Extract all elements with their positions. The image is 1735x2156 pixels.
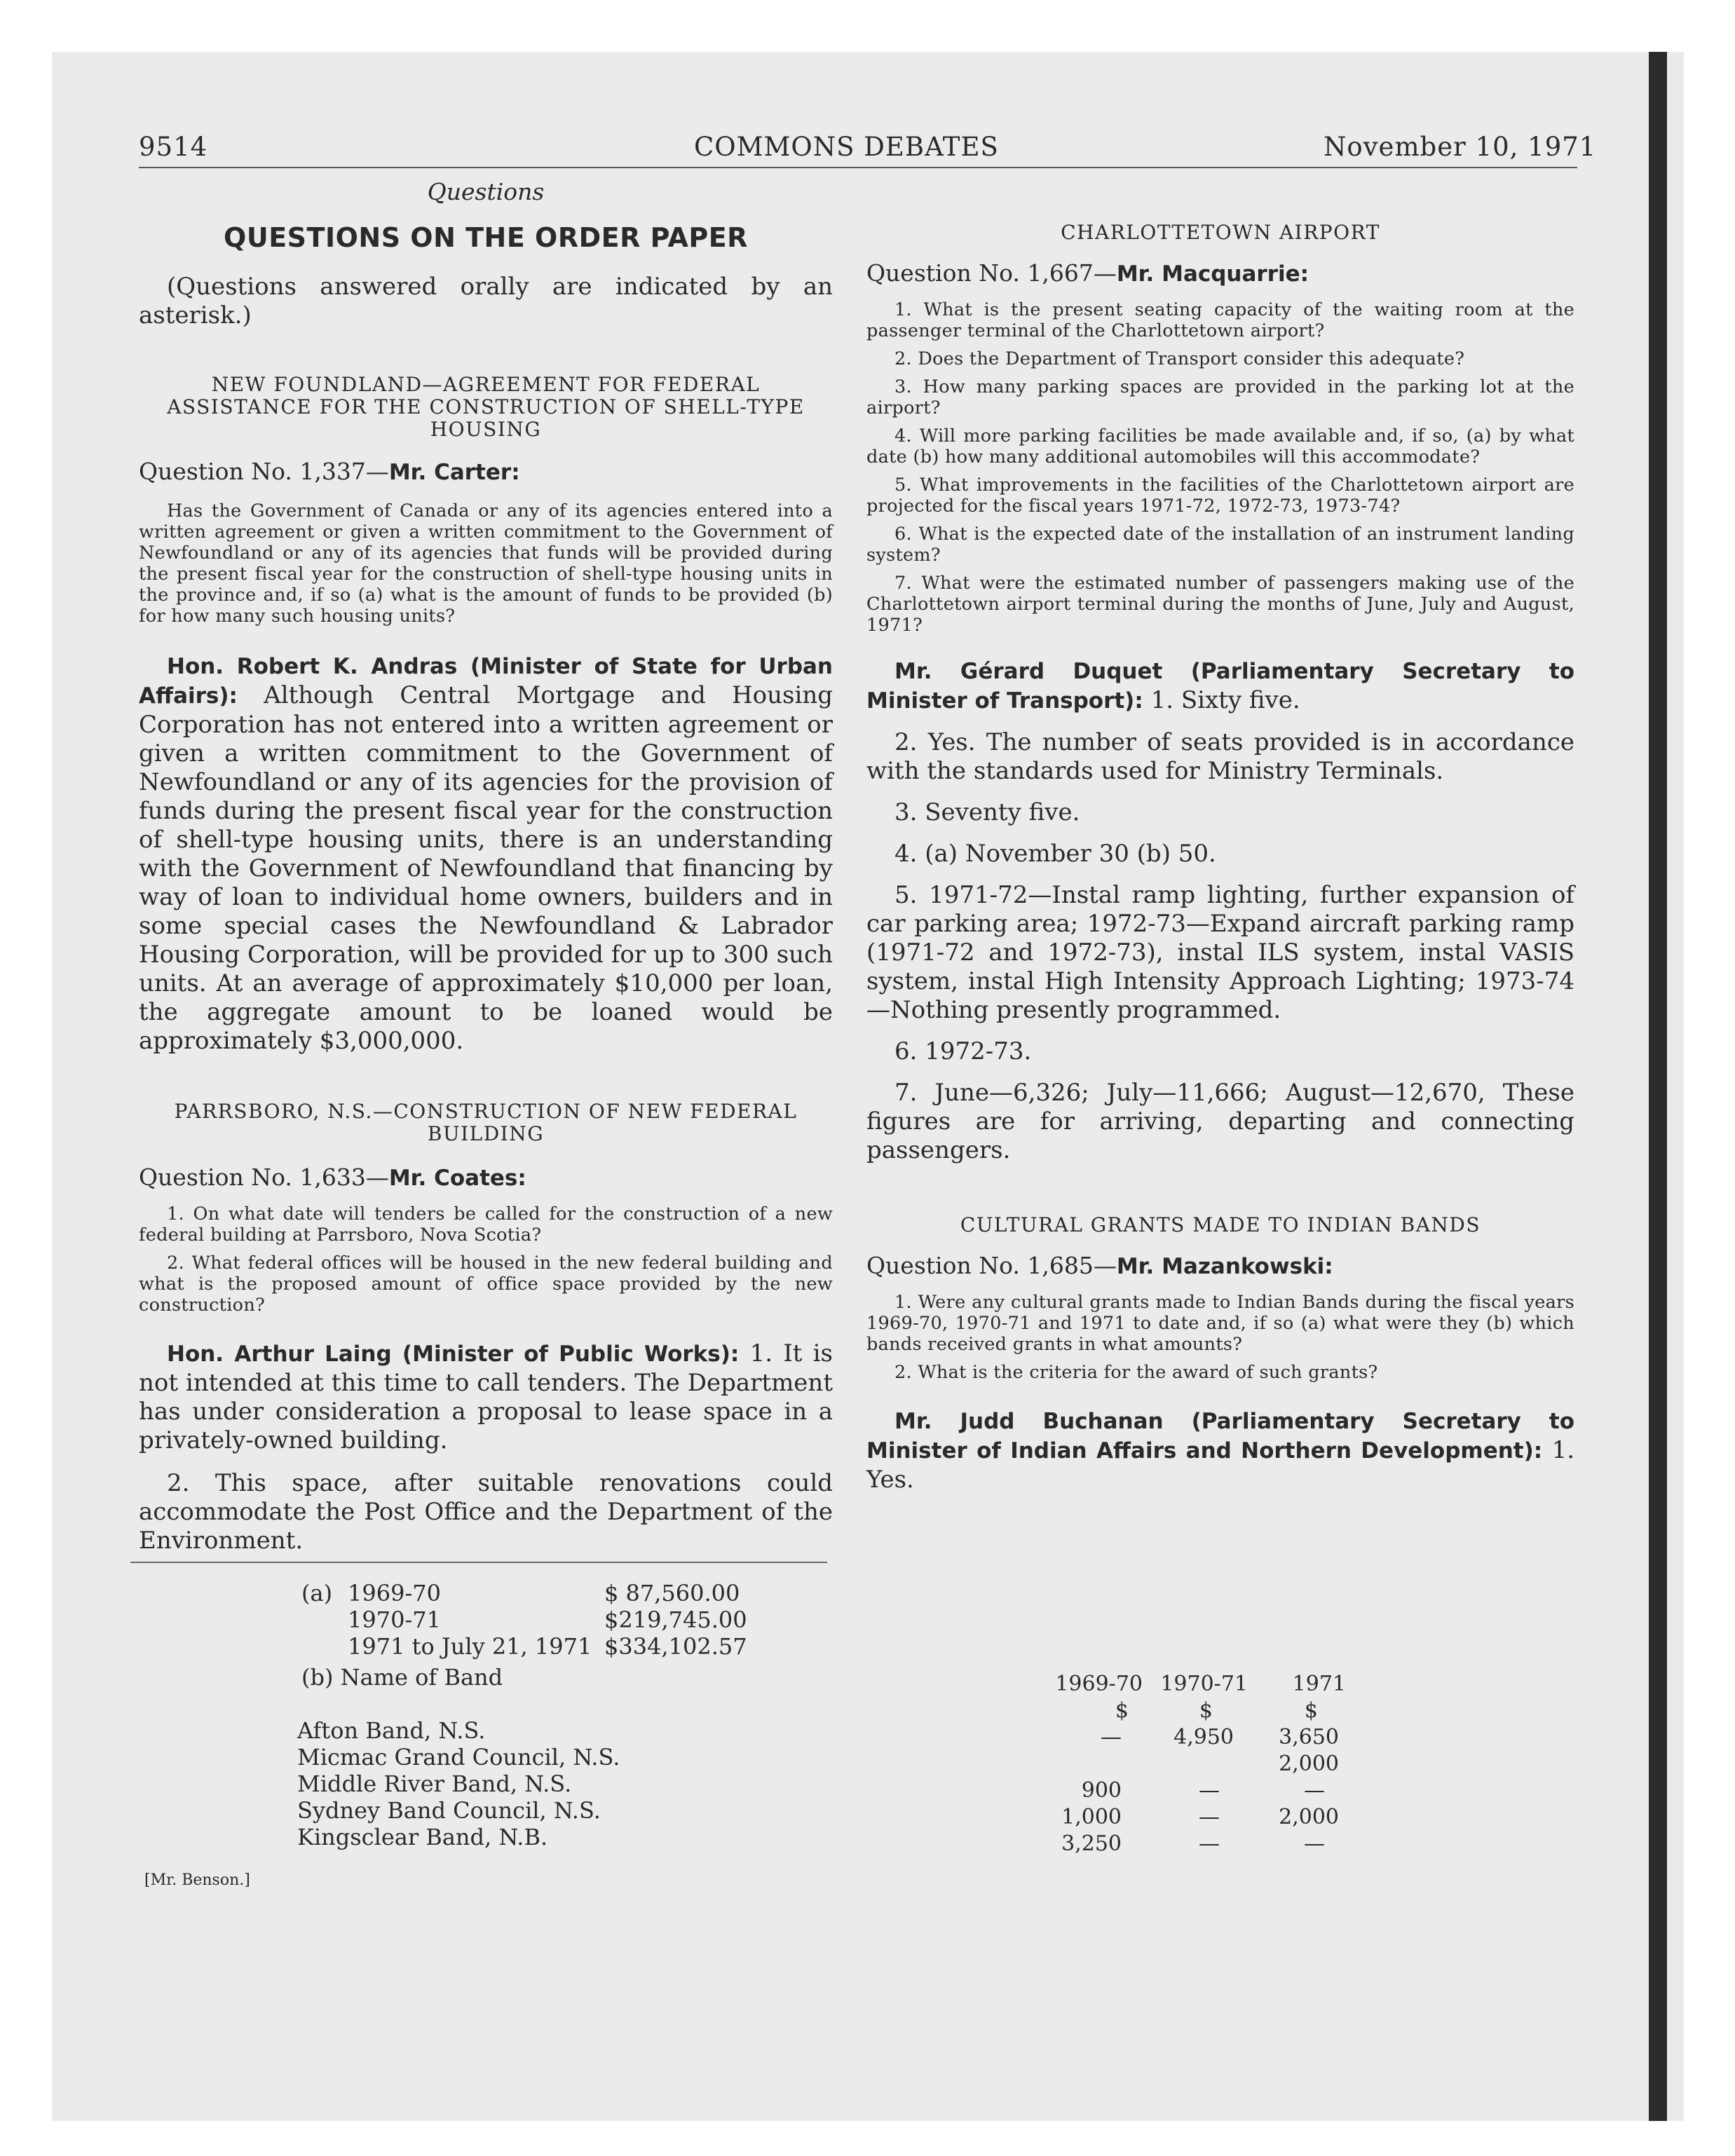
band-name: Sydney Band Council, N.S.: [297, 1797, 601, 1824]
q3-answer-3: 3. Seventy five.: [894, 798, 1080, 826]
scan-edge-shadow: [1649, 52, 1667, 2121]
q1-number: Question No. 1,337—Mr. Carter:: [139, 458, 520, 485]
table-rule: [130, 1562, 827, 1563]
band-value: 4,950: [1173, 1725, 1234, 1749]
q3-question-2: 2. Does the Department of Transport consider this adequate?: [894, 348, 1465, 369]
q1-question: Has the Government of Canada or any of its agencies entered into a written agreement or given a written commitment to the Government of Newfoundland or any of its agencies that funds will be provided during the present fiscal year for the construction of shell-type housing units in the province and, if so (a) what is the amount of funds to be provided (b) for how many such housing units?: [139, 500, 833, 627]
q3-answer-5: 5. 1971-72—Instal ramp lighting, further expansion of car parking area; 1972-73—Expand aircraft parking ramp (1971-72 and 1972-73), instal ILS system, instal VASIS system, instal High Intensity Approach Lighting; 1973-74—Nothing presently programmed.: [866, 881, 1574, 1024]
col-unit-1: $: [1115, 1698, 1129, 1723]
left-column: [139, 178, 833, 1555]
section-title: QUESTIONS ON THE ORDER PAPER: [224, 222, 748, 253]
q4-answer-1: Mr. Judd Buchanan (Parliamentary Secretary to Minister of Indian Affairs and Northern Development): 1. Yes.: [866, 1409, 1575, 1494]
page-number: 9514: [139, 132, 208, 162]
grants-a-amount-1: $ 87,560.00: [604, 1580, 740, 1606]
q1-title: NEW FOUNDLAND—AGREEMENT FOR FEDERAL ASSISTANCE FOR THE CONSTRUCTION OF SHELL-TYPE HOUSING: [167, 373, 805, 441]
intro-note: (Questions answered orally are indicated by an asterisk.): [139, 273, 833, 329]
grants-a-amount-3: $334,102.57: [604, 1633, 747, 1660]
q3-question-3: 3. How many parking spaces are provided in the parking lot at the airport?: [866, 376, 1574, 418]
band-value: 3,650: [1279, 1725, 1339, 1749]
band-value: 2,000: [1279, 1805, 1339, 1829]
grants-a-amount-2: $219,745.00: [604, 1606, 747, 1633]
band-value: 2,000: [1279, 1752, 1339, 1776]
issue-date: November 10, 1971: [1324, 132, 1597, 162]
q3-answer-6: 6. 1972-73.: [894, 1037, 1032, 1065]
q3-title: CHARLOTTETOWN AIRPORT: [1061, 221, 1380, 244]
band-value: —: [1304, 1778, 1325, 1803]
q2-answer-1: Hon. Arthur Laing (Minister of Public Works): 1. It is not intended at this time to call tenders. The Department has under consideration a proposal to lease space in a privately-owned building.: [139, 1339, 834, 1454]
band-name: Kingsclear Band, N.B.: [297, 1824, 548, 1850]
q3-number: Question No. 1,667—Mr. Macquarrie:: [866, 259, 1309, 287]
grants-a-period-1: 1969-70: [348, 1580, 441, 1606]
col-unit-2: $: [1199, 1698, 1213, 1723]
band-value: 3,250: [1061, 1831, 1122, 1856]
band-value: —: [1199, 1831, 1220, 1856]
q3-question-4: 4. Will more parking facilities be made available and, if so, (a) by what date (b) how many additional automobiles will this accommodate?: [866, 425, 1574, 468]
q3-question-7: 7. What were the estimated number of passengers making use of the Charlottetown airport terminal during the months of June, July and August, 1971?: [866, 573, 1574, 636]
q3-answer-4: 4. (a) November 30 (b) 50.: [894, 840, 1216, 868]
q4-title: CULTURAL GRANTS MADE TO INDIAN BANDS: [960, 1213, 1481, 1236]
band-value: —: [1304, 1831, 1325, 1856]
q3-answer-2: 2. Yes. The number of seats provided is in accordance with the standards used for Ministry Terminals.: [866, 728, 1574, 785]
band-value: —: [1199, 1778, 1220, 1803]
col-header-3: 1971: [1292, 1672, 1346, 1696]
q4-question-1: 1. Were any cultural grants made to Indian Bands during the fiscal years 1969-70, 1970-71 and 1971 to date and, if so (a) what were they (b) which bands received grants in what amounts?: [866, 1292, 1574, 1355]
q1-answer: Hon. Robert K. Andras (Minister of State for Urban Affairs): Although Central Mortgage and Housing Corporation has not entered into a written agreement or given a written commitment to the Government of Newfoundland or any of its agencies for the provision of funds during the present fiscal year for the construction of shell-type housing units, there is an understanding with the Government of Newfoundland that financing by way of loan to individual home owners, builders and in some special cases the Newfoundland & Labrador Housing Corporation, will be provided for up to 300 such units. At an average of approximately $10,000 per loan, the aggregate amount to be loaned would be approximately $3,000,000.: [139, 654, 833, 1055]
col-header-2: 1970-71: [1160, 1672, 1248, 1696]
grants-a-period-3: 1971 to July 21, 1971: [348, 1633, 592, 1660]
q3-question-1: 1. What is the present seating capacity of the waiting room at the passenger terminal of the Charlottetown airport?: [866, 299, 1574, 341]
right-column: [866, 178, 1574, 1494]
q2-question-2: 2. What federal offices will be housed in the new federal building and what is the proposed amount of office space provided by the new construction?: [139, 1253, 833, 1316]
q2-title: PARRSBORO, N.S.—CONSTRUCTION OF NEW FEDERAL BUILDING: [174, 1100, 798, 1145]
q2-answer-2: 2. This space, after suitable renovations could accommodate the Post Office and the Department of the Environment.: [139, 1469, 833, 1555]
col-unit-3: $: [1304, 1698, 1318, 1723]
band-value: —: [1101, 1725, 1122, 1749]
col-header-1: 1969-70: [1055, 1672, 1143, 1696]
q4-number: Question No. 1,685—Mr. Mazankowski:: [866, 1252, 1333, 1279]
band-value: —: [1199, 1805, 1220, 1829]
q3-answer-7: 7. June—6,326; July—11,666; August—12,670, These figures are for arriving, departing and connecting passengers.: [866, 1079, 1574, 1164]
q2-question-1: 1. On what date will tenders be called for the construction of a new federal building at Parrsboro, Nova Scotia?: [139, 1203, 833, 1246]
grants-a-period-2: 1970-71: [348, 1606, 441, 1633]
grants-label-a: (a): [301, 1580, 333, 1606]
band-name: Afton Band, N.S.: [297, 1717, 486, 1744]
grants-label-b: (b) Name of Band: [301, 1664, 503, 1691]
journal-title: COMMONS DEBATES: [694, 132, 999, 162]
band-name: Micmac Grand Council, N.S.: [297, 1744, 620, 1770]
q3-answer-1: Mr. Gérard Duquet (Parliamentary Secretary to Minister of Transport): 1. Sixty five.: [866, 659, 1574, 714]
band-value: 1,000: [1061, 1805, 1122, 1829]
speaker-footnote: [Mr. Benson.]: [144, 1871, 250, 1889]
section-label: Questions: [427, 178, 545, 205]
q2-number: Question No. 1,633—Mr. Coates:: [139, 1164, 526, 1191]
q4-question-2: 2. What is the criteria for the award of such grants?: [894, 1362, 1378, 1383]
q3-question-6: 6. What is the expected date of the installation of an instrument landing system?: [866, 524, 1574, 566]
band-name: Middle River Band, N.S.: [297, 1770, 572, 1797]
band-value: 900: [1081, 1778, 1122, 1803]
header-rule: [139, 167, 1577, 168]
q3-question-5: 5. What improvements in the facilities of the Charlottetown airport are projected for the fiscal years 1971-72, 1972-73, 1973-74?: [866, 475, 1574, 517]
